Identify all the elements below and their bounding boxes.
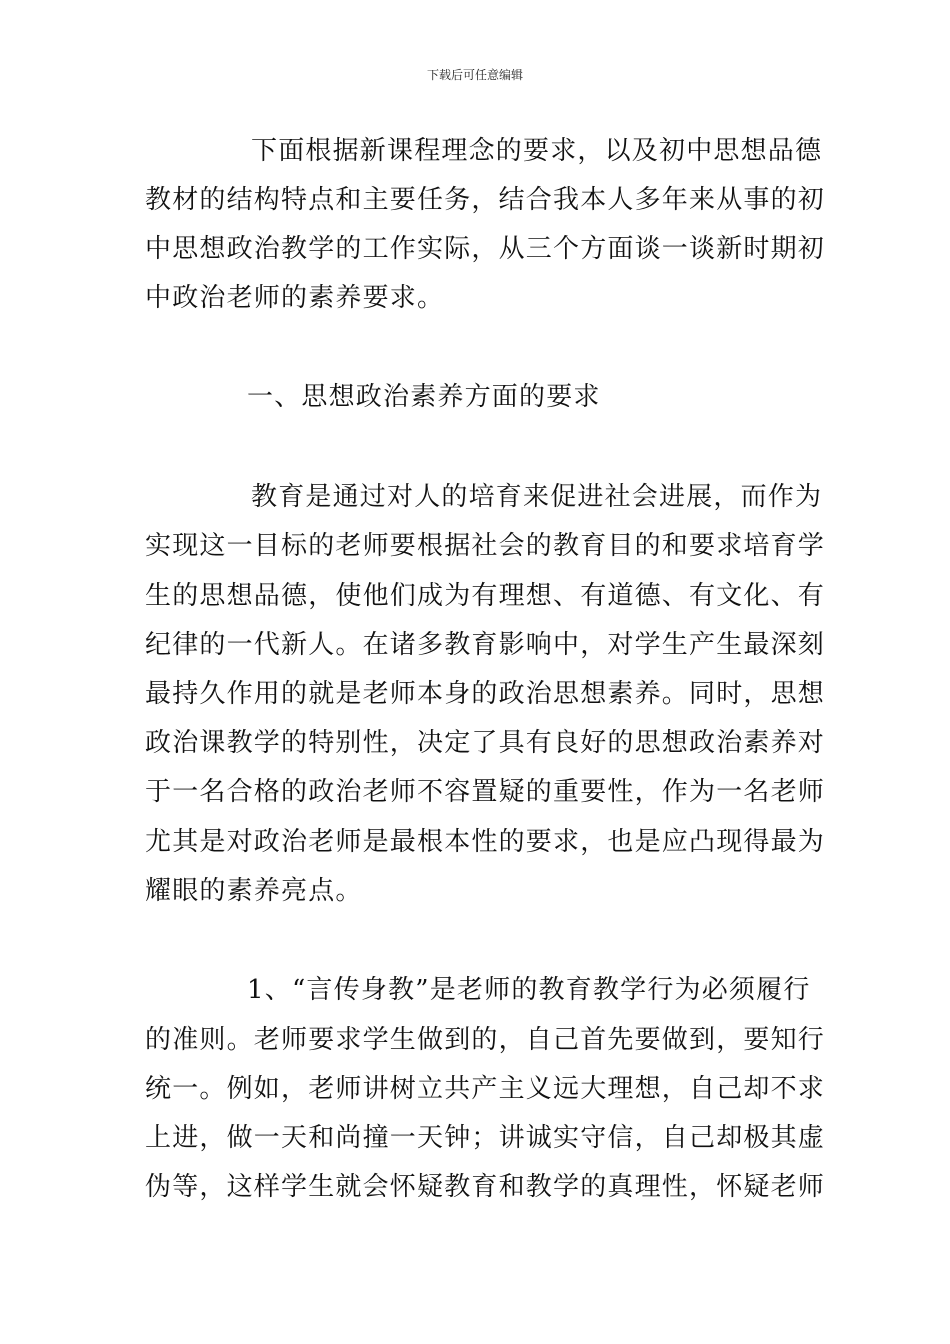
body-line: 伪等，这样学生就会怀疑教育和教学的真理性，怀疑老师	[145, 1172, 826, 1202]
section-heading: 一、思想政治素养方面的要求	[247, 382, 601, 412]
body-line: 纪律的一代新人。在诸多教育影响中，对学生产生最深刻	[145, 630, 826, 660]
body-line: 上进，做一天和尚撞一天钟；讲诚实守信，自己却极其虚	[145, 1123, 826, 1153]
body-line: 最持久作用的就是老师本身的政治思想素养。同时，思想	[145, 679, 826, 709]
body-line: 政治课教学的特别性，决定了具有良好的思想政治素养对	[145, 728, 826, 758]
body-line: 尤其是对政治老师是最根本性的要求，也是应凸现得最为	[145, 827, 826, 857]
body-line: 下面根据新课程理念的要求，以及初中思想品德	[251, 136, 823, 166]
body-line: 于一名合格的政治老师不容置疑的重要性，作为一名老师	[145, 777, 826, 807]
body-line: 实现这一目标的老师要根据社会的教育目的和要求培育学	[145, 531, 826, 561]
body-line: 中思想政治教学的工作实际，从三个方面谈一谈新时期初	[145, 234, 826, 264]
body-line: 教材的结构特点和主要任务，结合我本人多年来从事的初	[145, 185, 826, 215]
body-line: 的准则。老师要求学生做到的，自己首先要做到，要知行	[145, 1025, 826, 1055]
body-line: 中政治老师的素养要求。	[145, 283, 445, 313]
body-line: 1、“言传身教”是老师的教育教学行为必须履行	[247, 975, 811, 1005]
body-line: 统一。例如，老师讲树立共产主义远大理想，自己却不求	[145, 1074, 826, 1104]
body-line: 生的思想品德，使他们成为有理想、有道德、有文化、有	[145, 581, 826, 611]
page-header: 下载后可任意编辑	[426, 68, 523, 82]
body-line: 耀眼的素养亮点。	[145, 876, 363, 906]
body-line: 教育是通过对人的培育来促进社会进展，而作为	[251, 482, 823, 512]
